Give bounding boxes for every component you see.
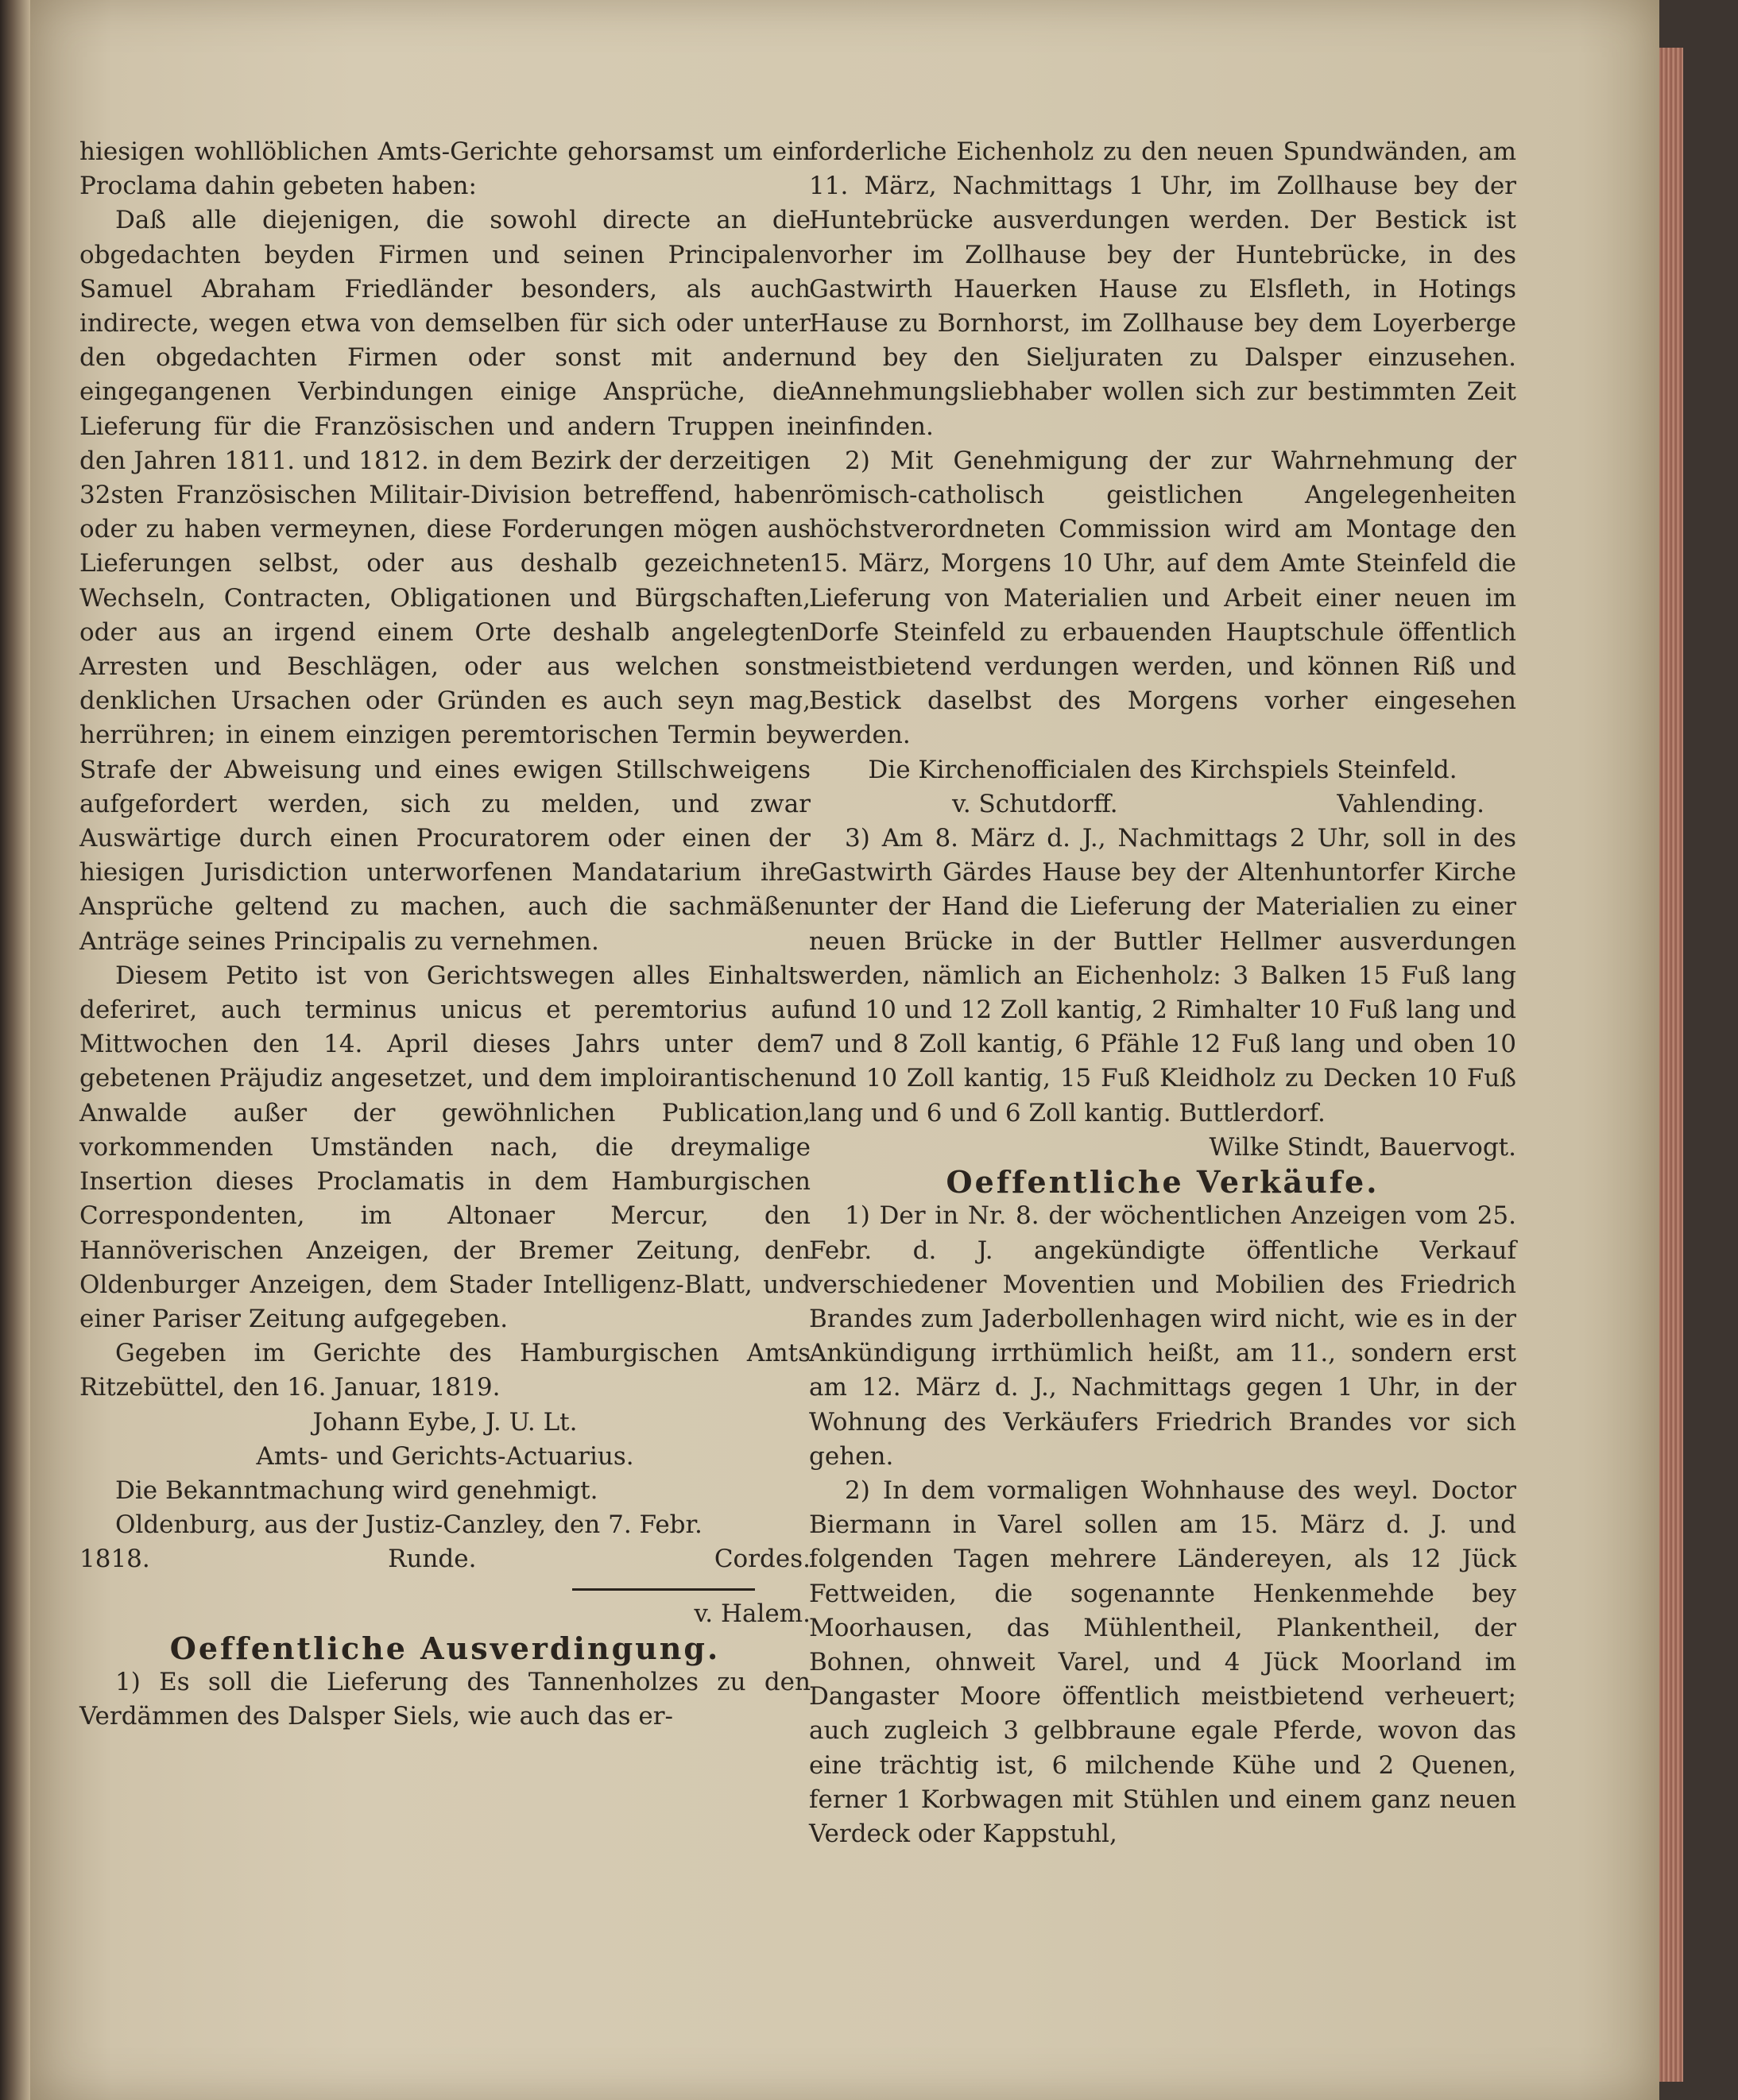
signature-runde: Runde. bbox=[388, 1545, 477, 1574]
left-paragraph-6: Oldenburg, aus der Justiz-Canzley, den 7. Febr. bbox=[115, 1510, 703, 1540]
book-binding bbox=[0, 0, 32, 2100]
right-paragraph-5: 2) In dem vormaligen Wohnhause des weyl. Doctor Biermann in Varel sollen am 15. März d. J. und folgenden Tagen mehrere Ländereyen, als 12 Jück Fettweiden, die sogenannte Henkenmehde bey Moorhausen, das Mühlentheil, Plankentheil, der Bohnen, ohnweit Varel, und 4 Jück Moorland im Dangaster Moore öffentlich meistbietend verheuert; auch zugleich 3 gelbbraune egale Pferde, wovon das eine trächtig ist, 6 milchende Kühe und 2 Quenen, ferner 1 Korbwagen mit Stühlen und einem ganz neuen Verdeck oder Kappstuhl, bbox=[809, 1475, 1516, 1848]
year-1818: 1818. bbox=[79, 1545, 150, 1574]
signature-halem: v. Halem. bbox=[694, 1599, 811, 1628]
section-heading-ausverdingung: Oeffentliche Ausverdingung. bbox=[169, 1630, 721, 1666]
signature-actuarius: Amts- und Gerichts-Actuarius. bbox=[256, 1441, 634, 1471]
right-paragraph-1: forderliche Eichenholz zu den neuen Spundwänden, am 11. März, Nachmittags 1 Uhr, im Zollhause bey der Huntebrücke ausverdungen werden. Der Bestick ist vorher im Zollhause bey der Huntebrücke, in des Gastwirth Hauerken Hause zu Elsfleth, in Hotings Hause zu Bornhorst, im Zollhause bey dem Loyerberge und bey den Sieljuraten zu Dalsper einzusehen. Annehmungsliebhaber wollen sich zur bestimmten Zeit einfinden. bbox=[809, 137, 1516, 441]
signature-eybe: Johann Eybe, J. U. Lt. bbox=[312, 1407, 578, 1437]
signature-schutdorff: v. Schutdorff. bbox=[952, 789, 1118, 818]
page-edges bbox=[1659, 48, 1683, 2082]
left-paragraph-1: hiesigen wohllöblichen Amts-Gerichte gehorsamst um ein Proclama dahin gebeten haben: bbox=[79, 137, 811, 201]
left-paragraph-5: Die Bekanntmachung wird genehmigt. bbox=[115, 1475, 598, 1505]
signature-stindt: Wilke Stindt, Bauervogt. bbox=[1209, 1132, 1516, 1162]
right-paragraph-4: 1) Der in Nr. 8. der wöchentlichen Anzeigen vom 25. Febr. d. J. angekündigte öffentliche Verkauf verschiedener Moventien und Mobilien des Friedrich Brandes zum Jaderbollenhagen wird nicht, wie es in der Ankündigung irrthümlich heißt, am 11., sondern erst am 12. März d. J., Nachmittags gegen 1 Uhr, in der Wohnung des Verkäufers Friedrich Brandes vor sich gehen. bbox=[809, 1201, 1516, 1471]
right-paragraph-3: 3) Am 8. März d. J., Nachmittags 2 Uhr, soll in des Gastwirth Gärdes Hause bey der Altenhuntorfer Kirche unter der Hand die Lieferung der Materialien zu einer neuen Brücke in der Buttler Hellmer ausverdungen werden, nämlich an Eichenholz: 3 Balken 15 Fuß lang und 10 und 12 Zoll kantig, 2 Rimhalter 10 Fuß lang und 7 und 8 Zoll kantig, 6 Pfähle 12 Fuß lang und oben 10 und 10 Zoll kantig, 15 Fuß Kleidholz zu Decken 10 Fuß lang und 6 und 6 Zoll kantig. Buttlerdorf. bbox=[809, 824, 1516, 1127]
right-column bbox=[809, 135, 1516, 1851]
left-paragraph-2: Daß alle diejenigen, die sowohl directe an die obgedachten beyden Firmen und seinen Principalen Samuel Abraham Friedländer besonders, als auch indirecte, wegen etwa von demselben für sich oder unter den obgedachten Firmen oder sonst mit andern eingegangenen Verbindungen einige Ansprüche, die Lieferung für die Französischen und andern Truppen in den Jahren 1811. und 1812. in dem Bezirk der derzeitigen 32sten Französischen Militair-Division betreffend, haben oder zu haben vermeynen, diese Forderungen mögen aus Lieferungen selbst, oder aus deshalb gezeichneten Wechseln, Contracten, Obligationen und Bürgschaften, oder aus an irgend einem Orte deshalb angelegten Arresten und Beschlägen, oder aus welchen sonst denklichen Ursachen oder Gründen es auch seyn mag, herrühren; in einem einzigen peremtorischen Termin bey Strafe der Abweisung und eines ewigen Stillschweigens aufgefordert werden, sich zu melden, und zwar Auswärtige durch einen Procuratorem oder einen der hiesigen Jurisdiction unterworfenen Mandatarium ihre Ansprüche geltend zu machen, auch die sachmäßen Anträge seines Principalis zu vernehmen. bbox=[79, 206, 811, 956]
right-paragraph-2: 2) Mit Genehmigung der zur Wahrnehmung der römisch-catholisch geistlichen Angelegenheiten höchstverordneten Commission wird am Montage den 15. März, Morgens 10 Uhr, auf dem Amte Steinfeld die Lieferung von Materialien und Arbeit einer neuen im Dorfe Steinfeld zu erbauenden Hauptschule öffentlich meistbietend verdungen werden, und können Riß und Bestick daselbst des Morgens vorher eingesehen werden. bbox=[809, 446, 1516, 750]
signature-rule bbox=[572, 1588, 755, 1591]
signature-vahlending: Vahlending. bbox=[1337, 789, 1484, 818]
section-heading-verkaeufe: Oeffentliche Verkäufe. bbox=[946, 1164, 1380, 1201]
signature-row bbox=[79, 1542, 811, 1576]
signature-kirchenofficialen: Die Kirchenofficialen des Kirchspiels Steinfeld. bbox=[868, 755, 1457, 784]
left-paragraph-3: Diesem Petito ist von Gerichtswegen alles Einhalts deferiret, auch terminus unicus et peremtorius auf Mittwochen den 14. April dieses Jahrs unter dem gebetenen Präjudiz angesetzet, und dem imploirantischen Anwalde außer der gewöhnlichen Publication, vorkommenden Umständen nach, die dreymalige Insertion dieses Proclamatis in dem Hamburgischen Correspondenten, im Altonaer Mercur, den Hannöverischen Anzeigen, der Bremer Zeitung, den Oldenburger Anzeigen, dem Stader Intelligenz-Blatt, und einer Pariser Zeitung aufgegeben. bbox=[79, 961, 811, 1333]
left-column bbox=[79, 135, 811, 1734]
left-paragraph-4: Gegeben im Gerichte des Hamburgischen Amts Ritzebüttel, den 16. Januar, 1819. bbox=[79, 1339, 811, 1402]
left-paragraph-8: 1) Es soll die Lieferung des Tannenholzes zu den Verdämmen des Dalsper Siels, wie auch das er- bbox=[79, 1667, 811, 1731]
signature-row-steinfeld bbox=[809, 787, 1516, 822]
signature-cordes: Cordes. bbox=[714, 1545, 811, 1574]
